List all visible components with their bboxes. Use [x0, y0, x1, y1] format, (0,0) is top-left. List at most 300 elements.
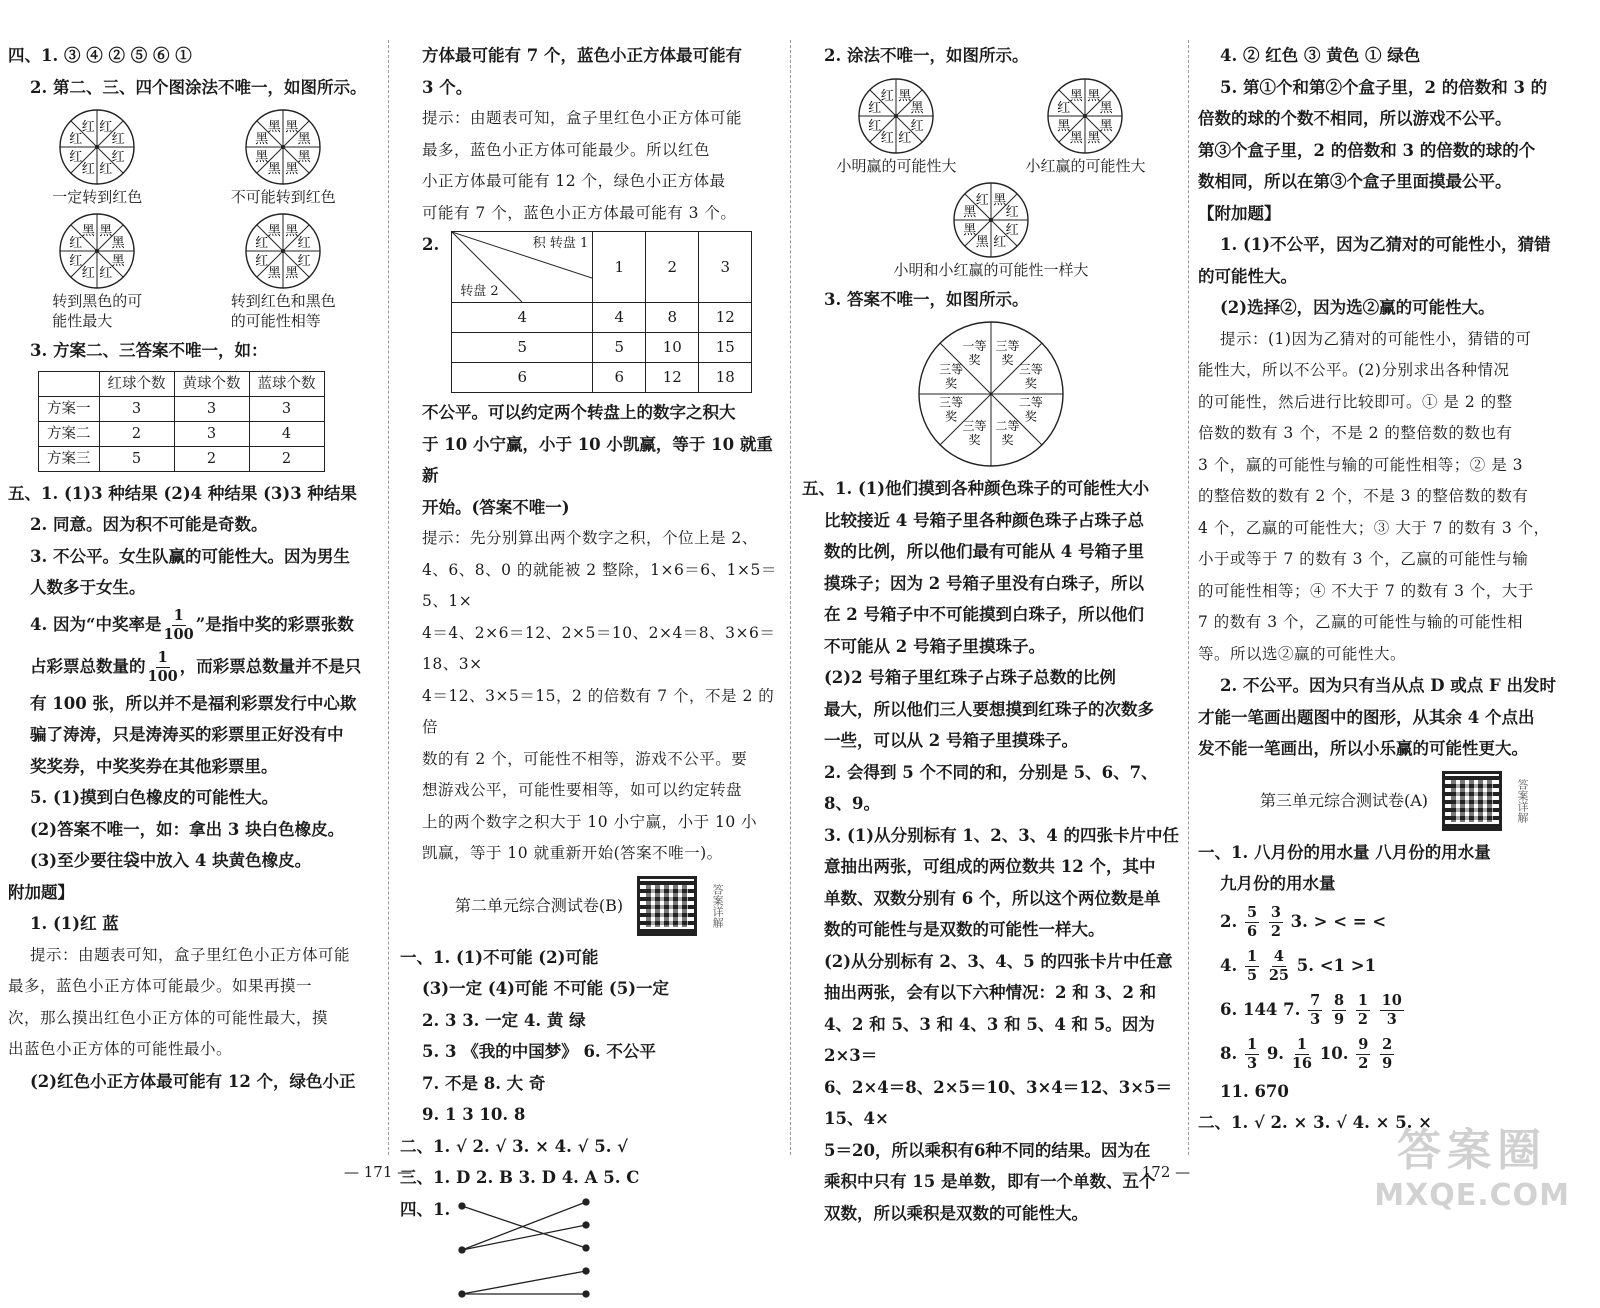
ball-count-table	[38, 371, 325, 472]
denominator: 3	[1310, 1010, 1321, 1028]
wheel-sector-label: 黑	[1070, 130, 1084, 146]
s5-q5: 5. (1)摸到白色橡皮的可能性大。	[30, 788, 279, 807]
text-line: 发不能一笔画出，所以小乐赢的可能性更大。	[1198, 739, 1528, 758]
q2-label: 2.	[422, 235, 440, 254]
answer-line: 二、1. √ 2. √ 3. × 4. √ 5. √	[400, 1136, 629, 1156]
table-cell: 4	[593, 303, 646, 333]
table-cell: 10	[646, 333, 699, 363]
table-cell: 4	[249, 421, 324, 446]
text-line: 一些，可以从 2 号箱子里摸珠子。	[824, 731, 1078, 750]
hint-line: 上的两个数字之积大于 10 小宁赢，小于 10 小	[422, 812, 758, 831]
wheel-sector-label: 黑	[111, 253, 125, 269]
text-line: 5＝20，所以乘积有6种不同的结果。因为在	[824, 1140, 1151, 1160]
text-line: 3 个。	[422, 77, 473, 97]
text-span: 8.	[1220, 1043, 1238, 1063]
table-cell: 12	[699, 303, 752, 333]
hint-line: 4＝12、3×5＝15，2 的倍数有 7 个，不是 2 的倍	[422, 686, 775, 736]
qr-code-icon[interactable]	[637, 876, 697, 936]
wheel-sector-label: 黑	[911, 100, 925, 116]
wheel-sector-label: 红	[99, 119, 113, 135]
answer-line: 三、1. D 2. B 3. D 4. A 5. C	[400, 1168, 640, 1187]
text-line: 第③个盒子里，2 的倍数和 3 的倍数的球的个	[1198, 140, 1536, 160]
denominator: 2	[1270, 922, 1281, 940]
text-line: 比较接近 4 号箱子里各种颜色珠子占珠子总	[824, 510, 1144, 530]
fraction	[1380, 992, 1404, 1029]
text-line: 乘积中只有 15 是单数，即有一个单数、五个	[824, 1172, 1156, 1191]
wheel-cell	[893, 180, 1088, 280]
prize-sector-label: 一等奖	[962, 339, 987, 368]
answer-line: 九月份的用水量	[1220, 874, 1336, 893]
wheel-sector-label: 黑	[255, 132, 269, 148]
table-row	[452, 363, 752, 393]
wheel-cell	[836, 76, 956, 176]
text-line: 3. (1)从分别标有 1、2、3、4 的四张卡片中任	[824, 825, 1179, 845]
table-cell: 5	[593, 333, 646, 363]
text-line: (2)2 号箱子里红珠子占珠子总数的比例	[824, 668, 1116, 687]
hint-line: 的可能性，然后进行比较即可。① 是 2 的整	[1198, 392, 1513, 411]
spinner-wheel	[1045, 76, 1125, 156]
text-span: 10.	[1319, 1043, 1349, 1063]
denominator: 100	[147, 667, 178, 685]
column-divider	[388, 40, 389, 1155]
table-header-cell: 黄球个数	[174, 371, 249, 396]
hint-line: 最多，蓝色小正方体可能最少。所以红色	[422, 140, 711, 159]
hint-line: 能性大，所以不公平。(2)分别求出各种情况	[1198, 361, 1510, 379]
wheel-center	[281, 249, 285, 253]
table-cell: 方案三	[39, 446, 100, 471]
prize-wheel	[916, 319, 1066, 469]
s4-q2: 2. 第二、三、四个图涂法不唯一，如图所示。	[30, 77, 367, 97]
fraction	[1269, 904, 1283, 941]
wheel-sector-label: 红	[868, 100, 882, 116]
hint-line: 倍数的数有 3 个，不是 2 的整倍数的数也有	[1198, 424, 1513, 442]
wheel-row	[802, 180, 1180, 280]
wheel-sector-label: 黑	[297, 132, 311, 148]
numerator: 1	[1357, 991, 1368, 1009]
numerator: 7	[1310, 991, 1321, 1009]
wheel-sector-label: 黑	[255, 149, 269, 165]
table-cell: 18	[699, 363, 752, 393]
numerator: 1	[173, 606, 184, 624]
spinner-wheel	[243, 211, 323, 291]
text-span: 占彩票总数量的	[30, 656, 146, 676]
denominator: 100	[163, 625, 194, 643]
fraction	[1332, 992, 1346, 1029]
fraction	[1308, 992, 1322, 1029]
wheel-sector-label: 红	[975, 192, 989, 208]
text-line: 4. ② 红色 ③ 黄色 ① 绿色	[1220, 46, 1421, 65]
hint-line: 4＝4、2×6＝12、2×5＝10、2×4＝8、3×6＝18、3×	[422, 623, 776, 673]
table-cell: 3	[174, 396, 249, 421]
text-line: 数的比例，所以他们最有可能从 4 号箱子里	[824, 542, 1144, 561]
s5-q5b: (2)答案不唯一，如：拿出 3 块白色橡皮。	[30, 819, 345, 839]
wheel-sector-label: 红	[99, 162, 113, 178]
text-span: ”是指中奖的彩票张数	[195, 614, 354, 634]
text-line: 双数，所以乘积是双数的可能性大。	[824, 1203, 1088, 1223]
s4-q1: 四、1. ③ ④ ② ⑤ ⑥ ①	[8, 46, 192, 65]
wheel-caption: 小明和小红赢的可能性一样大	[893, 260, 1089, 279]
table-header-cell: 2	[646, 232, 699, 303]
table-cell: 3	[174, 421, 249, 446]
wheel-sector-label: 红	[881, 88, 895, 104]
numerator: 2	[1382, 1035, 1393, 1053]
table-cell: 6	[593, 363, 646, 393]
table-cell: 6	[452, 363, 593, 393]
s5-q4b	[8, 646, 380, 688]
spinner-wheel	[57, 211, 137, 291]
diagonal-header-cell	[452, 232, 593, 303]
wheel-cell	[1025, 76, 1145, 176]
table-cell: 3	[249, 396, 324, 421]
product-table	[451, 231, 752, 393]
wheel-caption: 转到红色和黑色 的可能性相等	[230, 292, 336, 330]
table-cell: 方案一	[39, 396, 100, 421]
watermark-line2: MXQE.COM	[1374, 1178, 1570, 1213]
wheel-caption: 转到黑色的可 能性最大	[52, 292, 143, 330]
wheel-center	[894, 114, 898, 118]
wheel-sector-label: 黑	[1100, 118, 1114, 134]
wheel-caption: 一定转到红色	[52, 188, 143, 206]
text-line: 单数、双数分别有 6 个，所以这个两位数是单	[824, 888, 1161, 908]
wheel-row-1	[8, 107, 380, 207]
section-title-a	[1198, 771, 1590, 831]
text-line: 方体最可能有 7 个，蓝色小正方体最可能有	[422, 46, 742, 65]
wheel-sector-label: 红	[69, 132, 83, 148]
q2-block	[400, 229, 778, 397]
s5-q2: 2. 同意。因为积不可能是奇数。	[30, 515, 268, 534]
wheel-sector-label: 黑	[267, 162, 281, 178]
answer-line: 四、1.	[400, 1199, 451, 1219]
answer-line: 2. 3 3. 一定 4. 黄 绿	[422, 1010, 586, 1030]
qr-label: 答案详解	[1516, 778, 1530, 823]
table-header-cell: 1	[593, 232, 646, 303]
table-cell: 5	[99, 446, 174, 471]
wheel-row	[802, 76, 1180, 176]
text-span: 5. <1 >1	[1296, 955, 1377, 975]
prize-sector-label: 三等奖	[1018, 362, 1043, 391]
ex-q1b: (2)红色小正方体最可能有 12 个，绿色小正	[30, 1071, 356, 1091]
s5-q1: 五、1. (1)3 种结果 (2)4 种结果 (3)3 种结果	[8, 483, 357, 503]
column-3	[802, 40, 1180, 1229]
table-header-cell	[39, 371, 100, 396]
spinner-wheel	[57, 107, 137, 187]
table-row	[452, 333, 752, 363]
answer-line: 一、1. 八月份的用水量 八月份的用水量	[1198, 842, 1491, 862]
wheel-center	[281, 145, 285, 149]
wheel-center	[1083, 114, 1087, 118]
table-cell: 4	[452, 303, 593, 333]
wheel-sector-label: 红	[255, 253, 269, 269]
table-cell: 3	[99, 396, 174, 421]
hint-line: 可能有 7 个，蓝色小正方体最可能有 3 个。	[422, 203, 737, 222]
denominator: 3	[1386, 1010, 1397, 1028]
wheel-sector-label: 黑	[1070, 88, 1084, 104]
table-cell: 2	[174, 446, 249, 471]
wheel-center	[95, 249, 99, 253]
table-cell: 8	[646, 303, 699, 333]
text-span: 3. > < = <	[1290, 911, 1387, 931]
table-cell: 5	[452, 333, 593, 363]
hint-line: 等。所以选②赢的可能性大。	[1198, 644, 1407, 663]
denominator: 9	[1382, 1054, 1393, 1072]
wheel-sector-label: 黑	[285, 162, 299, 178]
text-span: 9.	[1266, 1043, 1285, 1063]
fraction	[1245, 904, 1259, 941]
section-title: 第三单元综合测试卷(A)	[1259, 790, 1429, 810]
text-line: 2. 不公平。因为只有当从点 D 或点 F 出发时	[1220, 676, 1556, 695]
answer-line	[1198, 900, 1590, 944]
table-row	[39, 421, 325, 446]
corner-top-label: 积 转盘 1	[532, 236, 589, 251]
text-line: 抽出两张，会有以下六种情况：2 和 3、2 和	[824, 983, 1157, 1002]
prize-sector-label: 三等奖	[962, 418, 987, 447]
hint-line: 小正方体最可能有 12 个，绿色小正方体最	[422, 172, 726, 190]
q3-line: 3. 答案不唯一，如图所示。	[824, 289, 1029, 309]
ex-hint3: 次，那么摸出红色小正方体的可能性最大，摸	[8, 1008, 329, 1027]
text-line: 摸珠子；因为 2 号箱子里没有白珠子，所以	[824, 573, 1144, 593]
answer-line: 5. 3 《我的中国梦》 6. 不公平	[422, 1042, 656, 1061]
hint-line: 4、6、8、0 的就能被 2 整除，1×6＝6、1×5＝5、1×	[422, 560, 777, 610]
text-line: 的可能性大。	[1198, 266, 1297, 286]
ex-q1: 1. (1)红 蓝	[30, 914, 119, 933]
text-span: 4.	[1220, 955, 1238, 975]
wheel-sector-label: 黑	[963, 222, 977, 238]
fraction	[1292, 1036, 1312, 1073]
table-cell: 15	[699, 333, 752, 363]
fraction	[1356, 992, 1370, 1029]
wheel-sector-label: 黑	[1087, 88, 1101, 104]
table-cell: 方案二	[39, 421, 100, 446]
prize-sector-label: 三等奖	[995, 339, 1020, 368]
text-line: 6、2×4＝8、2×5＝10、3×4＝12、3×5＝15、4×	[824, 1077, 1173, 1128]
watermark-line1: 答案圈	[1397, 1125, 1548, 1176]
ex-hint2: 最多，蓝色小正方体可能最少。如果再摸一	[8, 977, 313, 995]
wheel-sector-label: 黑	[267, 119, 281, 135]
prize-wheel-row	[802, 319, 1180, 469]
wheel-cell	[231, 211, 336, 331]
hint-line: 数的有 2 个，可能性不相等，游戏不公平。要	[422, 749, 748, 768]
s5-q4d: 骗了涛涛，只是涛涛买的彩票里正好没有中	[30, 725, 344, 744]
hint-line: 提示：先分别算出两个数字之积，个位上是 2、	[422, 529, 758, 547]
wheel-sector-label: 红	[255, 236, 269, 252]
numerator: 1	[157, 648, 168, 666]
wheel-sector-label: 黑	[267, 223, 281, 239]
prize-sector-label: 二等奖	[995, 418, 1020, 447]
section-title: 第二单元综合测试卷(B)	[454, 895, 624, 915]
section-title-b	[400, 876, 778, 936]
wheel-cell	[231, 107, 336, 207]
denominator: 2	[1357, 1010, 1368, 1028]
numerator: 9	[1358, 1035, 1369, 1053]
wheel-cell	[52, 107, 142, 207]
wheel-caption: 不可能转到红色	[230, 188, 336, 206]
denominator: 6	[1246, 922, 1258, 940]
denominator: 3	[1246, 1054, 1258, 1072]
hint-line: 提示：(1)因为乙猜对的可能性小，猜错的可	[1220, 329, 1532, 348]
text-line: 不可能从 2 号箱子里摸珠子。	[824, 636, 1045, 656]
spinner-wheel	[951, 180, 1031, 260]
wheel-center	[95, 145, 99, 149]
denominator: 5	[1246, 966, 1258, 984]
wheel-sector-label: 黑	[81, 223, 95, 239]
hint-line: 提示：由题表可知，盒子里红色小正方体可能	[422, 109, 743, 127]
text-line: 数相同，所以在第③个盒子里面摸最公平。	[1198, 172, 1512, 191]
text-span: ，而彩票总数量并不是只	[179, 656, 362, 676]
wheel-sector-label: 黑	[99, 223, 113, 239]
table-header-cell: 红球个数	[99, 371, 174, 396]
answer-line: (3)一定 (4)可能 不可能 (5)一定	[422, 979, 670, 998]
wheel-caption: 小明赢的可能性大	[836, 156, 957, 175]
wheel-sector-label: 红	[81, 266, 95, 282]
text-line: 才能一笔画出题图中的图形，从其余 4 个点出	[1198, 707, 1535, 727]
wheel-sector-label: 黑	[111, 236, 125, 252]
wheel-sector-label: 黑	[1087, 130, 1101, 146]
wheel-sector-label: 红	[993, 234, 1007, 250]
numerator: 10	[1381, 991, 1402, 1009]
numerator: 4	[1273, 947, 1284, 965]
text-line: 1. (1)不公平，因为乙猜对的可能性小，猜错	[1220, 235, 1551, 254]
table-row	[452, 303, 752, 333]
text-line: 在 2 号箱子中不可能摸到白珠子，所以他们	[824, 605, 1144, 624]
hint-line: 的可能性相等；④ 不大于 7 的数有 3 个，大于	[1198, 581, 1534, 600]
qr-code-icon[interactable]	[1442, 771, 1502, 831]
extra-title: 附加题】	[8, 882, 74, 902]
answer-line: 7. 不是 8. 大 奇	[422, 1073, 546, 1093]
numerator: 1	[1246, 1035, 1258, 1053]
wheel-sector-label: 红	[111, 132, 125, 148]
text-line: (2)选择②，因为选②赢的可能性大。	[1220, 298, 1495, 317]
wheel-sector-label: 黑	[285, 119, 299, 135]
text-line: 2. 会得到 5 个不同的和，分别是 5、6、7、8、9。	[824, 762, 1158, 813]
denominator: 2	[1358, 1054, 1369, 1072]
extra-title: 【附加题】	[1198, 203, 1281, 223]
wheel-caption: 小红赢的可能性大	[1025, 156, 1146, 175]
numerator: 8	[1333, 991, 1345, 1009]
s5-q4a	[8, 604, 380, 646]
table-header-row	[39, 371, 325, 396]
denominator: 9	[1333, 1010, 1345, 1028]
column-2	[400, 40, 778, 1308]
denominator: 25	[1268, 966, 1290, 984]
wheel-sector-label: 红	[297, 236, 311, 252]
table-header-cell: 3	[699, 232, 752, 303]
wheel-sector-label: 红	[1057, 100, 1071, 116]
wheel-sector-label: 黑	[285, 223, 299, 239]
wheel-sector-label: 红	[881, 130, 895, 146]
text-line: 于 10 小宁赢，小于 10 小凯赢，等于 10 就重新	[422, 434, 773, 485]
text-line: 5. 第①个和第②个盒子里，2 的倍数和 3 的	[1220, 77, 1548, 97]
wheel-sector-label: 红	[1005, 204, 1019, 220]
corner-bottom-label: 转盘 2	[460, 284, 499, 299]
text-span: 6. 144 7.	[1220, 999, 1301, 1019]
text-line: 倍数的球的个数不相同，所以游戏不公平。	[1198, 109, 1512, 128]
wheel-sector-label: 黑	[285, 266, 299, 282]
ex-hint4: 出蓝色小正方体的可能性最小。	[8, 1040, 233, 1058]
answer-line: 一、1. (1)不可能 (2)可能	[400, 947, 599, 967]
wheel-sector-label: 黑	[267, 266, 281, 282]
matching-lines-diagram	[456, 1198, 596, 1308]
text-line: 不公平。可以约定两个转盘上的数字之积大	[422, 403, 736, 422]
s5-q5c: (3)至少要往袋中放入 4 块黄色橡皮。	[30, 851, 312, 870]
text-line: 最大，所以他们三人要想摸到红珠子的次数多	[824, 699, 1154, 719]
wheel-center	[989, 218, 993, 222]
wheel-sector-label: 黑	[1100, 100, 1114, 116]
hint-line: 的整倍数的数有 2 个，不是 3 的整倍数的数有	[1198, 487, 1529, 505]
numerator: 3	[1270, 903, 1281, 921]
fraction	[1269, 948, 1289, 985]
wheel-sector-label: 黑	[898, 88, 912, 104]
table-row	[39, 446, 325, 471]
wheel-sector-label: 黑	[297, 149, 311, 165]
text-line: (2)从分别标有 2、3、4、5 的四张卡片中任意	[824, 951, 1173, 971]
wheel-sector-label: 红	[111, 149, 125, 165]
watermark-logo	[1374, 1114, 1570, 1213]
fraction	[1380, 1036, 1394, 1073]
wheel-cell	[52, 211, 142, 331]
prize-sector-label: 三等奖	[939, 395, 964, 424]
wheel-sector-label: 黑	[993, 192, 1007, 208]
spinner-wheel	[856, 76, 936, 156]
text-line: 五、1. (1)他们摸到各种颜色珠子的可能性大小	[802, 479, 1150, 498]
text-line: 数的可能性与是双数的可能性一样大。	[824, 920, 1105, 939]
wheel-row-2	[8, 211, 380, 331]
s5-q4c: 有 100 张，所以并不是福利彩票发行中心欺	[30, 693, 357, 713]
table-row	[39, 396, 325, 421]
wheel-sector-label: 红	[297, 253, 311, 269]
spinner-wheel	[243, 107, 323, 187]
numerator: 5	[1246, 903, 1258, 921]
wheel-sector-label: 黑	[963, 204, 977, 220]
ex-hint1: 提示：由题表可知，盒子里红色小正方体可能	[30, 945, 351, 964]
table-cell: 12	[646, 363, 699, 393]
column-divider	[1188, 40, 1189, 1155]
wheel-sector-label: 红	[69, 236, 83, 252]
text-line: 开始。(答案不唯一)	[422, 497, 570, 517]
answer-line	[1198, 988, 1590, 1032]
answer-line	[1198, 944, 1590, 988]
wheel-sector-label: 红	[81, 119, 95, 135]
s5-q4e: 奖奖券，中奖奖券在其他彩票里。	[30, 756, 278, 776]
text-line: 意抽出两张，可组成的两位数共 12 个，其中	[824, 857, 1156, 876]
hint-line: 7 的数有 3 个，乙赢的可能性与输的可能性相	[1198, 613, 1524, 631]
wheel-sector-label: 红	[1005, 222, 1019, 238]
page-number-right: — 172 —	[1122, 1163, 1191, 1181]
s4-q3: 3. 方案二、三答案不唯一，如：	[30, 341, 268, 360]
answer-line: 二、1. √ 2. × 3. √ 4. × 5. ×	[1198, 1113, 1432, 1132]
s5-q3a: 3. 不公平。女生队赢的可能性大。因为男生	[30, 546, 350, 566]
column-divider	[790, 40, 791, 1155]
text-span: 4. 因为“中奖率是	[30, 614, 162, 634]
prize-sector-label: 三等奖	[939, 362, 964, 391]
fraction	[1245, 948, 1259, 985]
wheel-sector-label: 黑	[1057, 118, 1071, 134]
table-cell: 2	[249, 446, 324, 471]
hint-line: 凯赢，等于 10 就重新开始(答案不唯一)。	[422, 844, 723, 862]
fraction	[163, 607, 193, 644]
fraction	[148, 649, 178, 686]
text-span: 2.	[1220, 911, 1238, 931]
column-4	[1198, 40, 1590, 1139]
page-number-left: — 171 —	[344, 1163, 413, 1181]
wheel-sector-label: 红	[99, 266, 113, 282]
fraction	[1245, 1036, 1259, 1073]
table-cell: 2	[99, 421, 174, 446]
wheel-sector-label: 红	[868, 118, 882, 134]
qr-label: 答案详解	[711, 883, 725, 928]
prize-sector-label: 二等奖	[1018, 395, 1043, 424]
wheel-sector-label: 红	[69, 253, 83, 269]
table-header-row	[452, 232, 752, 303]
